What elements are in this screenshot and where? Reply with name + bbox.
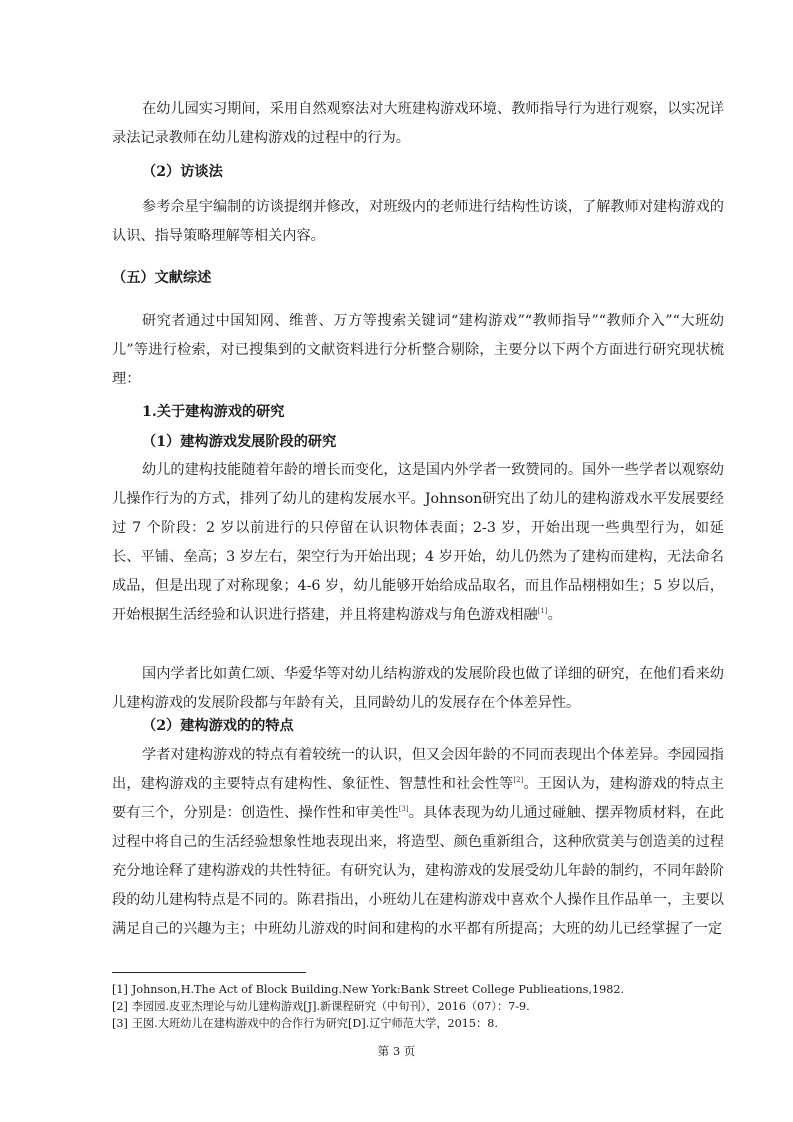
paragraph-game-features-text-c: 。具体表现为幼儿通过碰触、摆弄物质材料，在此过程中将自己的生活经验想象性地表现出来，将造型、颜色重新组合，这种欣赏美与创造美的过程充分地诠释了建构游戏的共性特征。有研究认为，建构游戏的发展受幼儿年龄的制约，不同年龄阶段的幼儿建构特点是不同的。陈君指出，小班幼儿在建构游戏中喜欢个人操作且作品单一，主要以满足自己的兴趣为主；中班幼儿游戏的时间和建构的水平都有所提高；大班的幼儿已经掌握了一定	[112, 805, 724, 937]
heading-section-construction-games	[142, 402, 285, 422]
footnote-2-tag: [2]	[112, 1000, 128, 1013]
heading-section-construction-games-text: 1.关于建构游戏的研究	[142, 404, 285, 420]
page-number: 第 3 页	[377, 1044, 416, 1058]
paragraph-game-features-text-b: 。王囡认为，建构游戏的特点主要有三个，分别是：创造性、操作性和审美性	[112, 776, 724, 821]
citation-1[interactable]: [1]	[537, 607, 548, 615]
footnote-2	[112, 999, 752, 1015]
footnote-3-tag: [3]	[112, 1017, 128, 1030]
footnote-2-text: 李园园.皮亚杰理论与幼儿建构游戏[J].新课程研究（中旬刊），2016（07）：7-9.	[131, 1000, 530, 1013]
footnote-1	[112, 982, 752, 998]
paragraph-literature-search: 研究者通过中国知网、维普、万方等搜索关键词“建构游戏”“教师指导”“教师介入”“大班幼儿”等进行检索，对已搜集到的文献资料进行分析整合剔除，主要分以下两个方面进行研究现状梳理：	[112, 313, 724, 387]
footnote-3	[112, 1016, 752, 1032]
heading-game-features: （2）建构游戏的的特点	[142, 718, 294, 734]
footnote-1-text: Johnson,H.The Act of Block Building.New York:Bank Street College Publieations,1982.	[131, 983, 625, 996]
paragraph-development-stages-end: 。	[547, 607, 562, 623]
paragraph-observation-method: 在幼儿园实习期间，采用自然观察法对大班建构游戏环境、教师指导行为进行观察，以实况详录法记录教师在幼儿建构游戏的过程中的行为。	[112, 101, 724, 146]
paragraph-interview-method: 参考佘星宇编制的访谈提纲并修改，对班级内的老师进行结构性访谈，了解教师对建构游戏的认识、指导策略理解等相关内容。	[112, 199, 724, 244]
paragraph-development-stages	[112, 456, 724, 630]
paragraph-development-stages-text: 幼儿的建构技能随着年龄的增长而变化，这是国内外学者一致赞同的。国外一些学者以观察幼儿操作行为的方式，排列了幼儿的建构发展水平。Johnson研究出了幼儿的建构游戏水平发展要经过 7 个阶段：2 岁以前进行的只停留在认识物体表面；2-3 岁，开始出现一些典型行为，如延长、平铺、垒高；3 岁左右，架空行为开始出现；4 岁开始，幼儿仍然为了建构而建构，无法命名成品，但是出现了对称现象；4-6 岁，幼儿能够开始给成品取名，而且作品栩栩如生；5 岁以后，开始根据生活经验和认识进行搭建，并且将建构游戏与角色游戏相融	[112, 462, 724, 623]
paragraph-game-features	[112, 741, 724, 944]
footnote-3-text: 王囡.大班幼儿在建构游戏中的合作行为研究[D].辽宁师范大学，2015：8.	[131, 1017, 498, 1030]
citation-2[interactable]: [2]	[513, 776, 524, 784]
paragraph-domestic-research: 国内学者比如黄仁颂、华爱华等对幼儿结构游戏的发展阶段也做了详细的研究，在他们看来幼儿建构游戏的发展阶段都与年龄有关，且同龄幼儿的发展存在个体差异性。	[112, 666, 724, 711]
heading-interview-method: （2）访谈法	[142, 164, 223, 180]
heading-development-stages: （1）建构游戏发展阶段的研究	[142, 434, 337, 450]
footnote-1-tag: [1]	[112, 983, 128, 996]
citation-3[interactable]: [3]	[398, 805, 409, 813]
paragraph-game-features-text-a: 学者对建构游戏的特点有着较统一的认识，但又会因年龄的不同而表现出个体差异。李园园指出，建构游戏的主要特点有建构性、象征性、智慧性和社会性等	[112, 747, 724, 792]
footnote-divider	[112, 972, 306, 973]
heading-literature-review: （五）文献综述	[112, 270, 212, 286]
